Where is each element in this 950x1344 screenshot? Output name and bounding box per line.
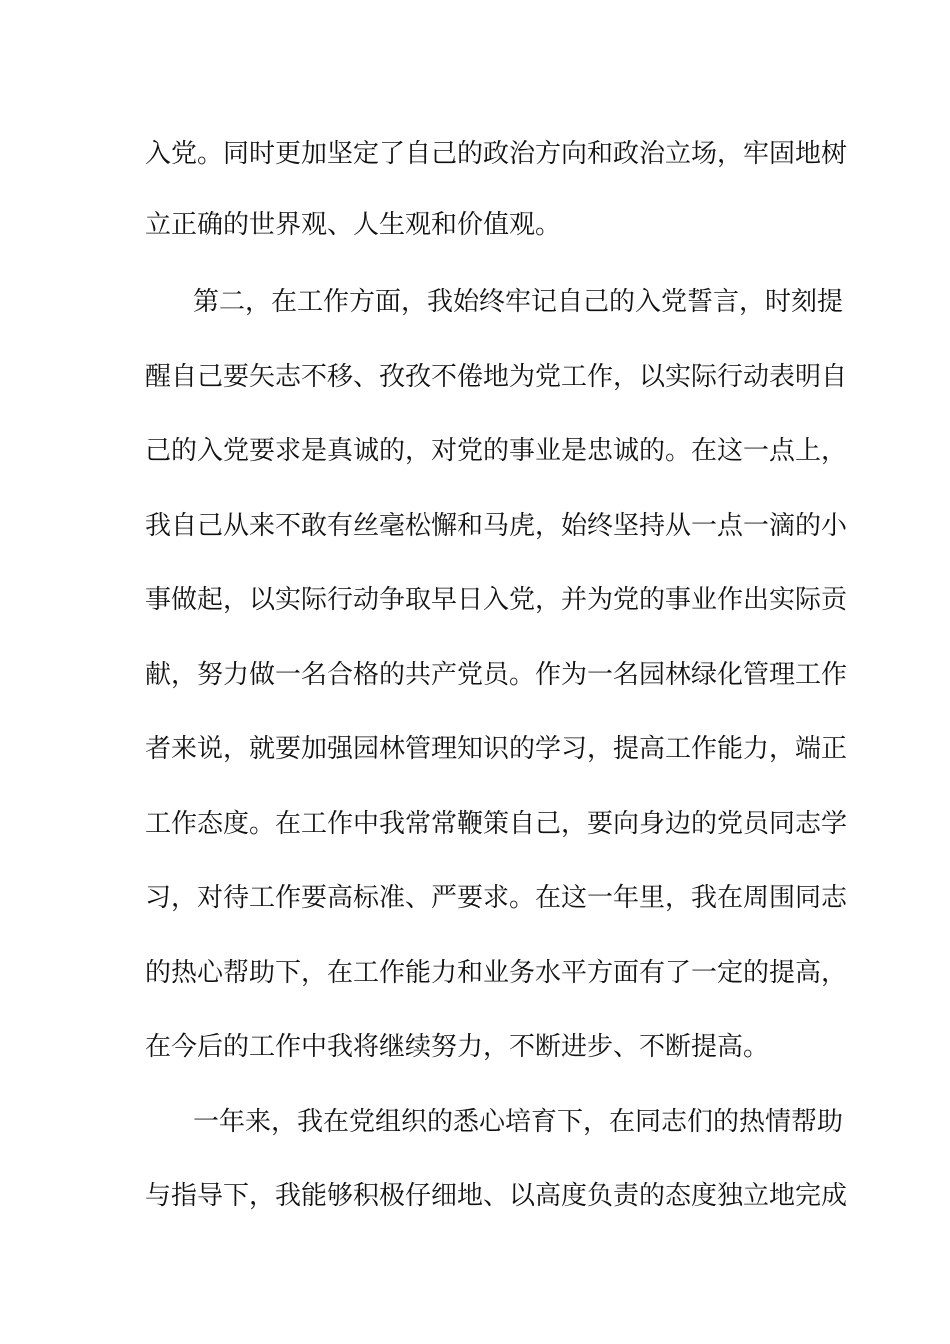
text-line: 醒自己要矢志不移、孜孜不倦地为党工作，以实际行动表明自: [145, 362, 848, 392]
text-line: 在今后的工作中我将继续努力，不断进步、不断提高。: [145, 1032, 770, 1062]
text-line: 者来说，就要加强园林管理知识的学习，提高工作能力，端正: [145, 734, 848, 764]
text-line: 的热心帮助下，在工作能力和业务水平方面有了一定的提高，: [145, 958, 848, 988]
text-line: 立正确的世界观、人生观和价值观。: [145, 210, 562, 240]
paragraph-first-line: 第二，在工作方面，我始终牢记自己的入党誓言，时刻提: [193, 287, 844, 317]
text-line: 习，对待工作要高标准、严要求。在这一年里，我在周围同志: [145, 883, 848, 913]
text-line: 事做起，以实际行动争取早日入党，并为党的事业作出实际贡: [145, 585, 848, 615]
text-line: 献，努力做一名合格的共产党员。作为一名园林绿化管理工作: [145, 660, 848, 690]
paragraph-first-line: 一年来，我在党组织的悉心培育下，在同志们的热情帮助: [193, 1107, 844, 1137]
text-line: 工作态度。在工作中我常常鞭策自己，要向身边的党员同志学: [145, 809, 848, 839]
text-line: 与指导下，我能够积极仔细地、以高度负责的态度独立地完成: [145, 1181, 848, 1211]
text-line: 入党。同时更加坚定了自己的政治方向和政治立场，牢固地树: [145, 139, 848, 169]
text-line: 我自己从来不敢有丝毫松懈和马虎，始终坚持从一点一滴的小: [145, 511, 848, 541]
text-line: 己的入党要求是真诚的，对党的事业是忠诚的。在这一点上，: [145, 436, 848, 466]
